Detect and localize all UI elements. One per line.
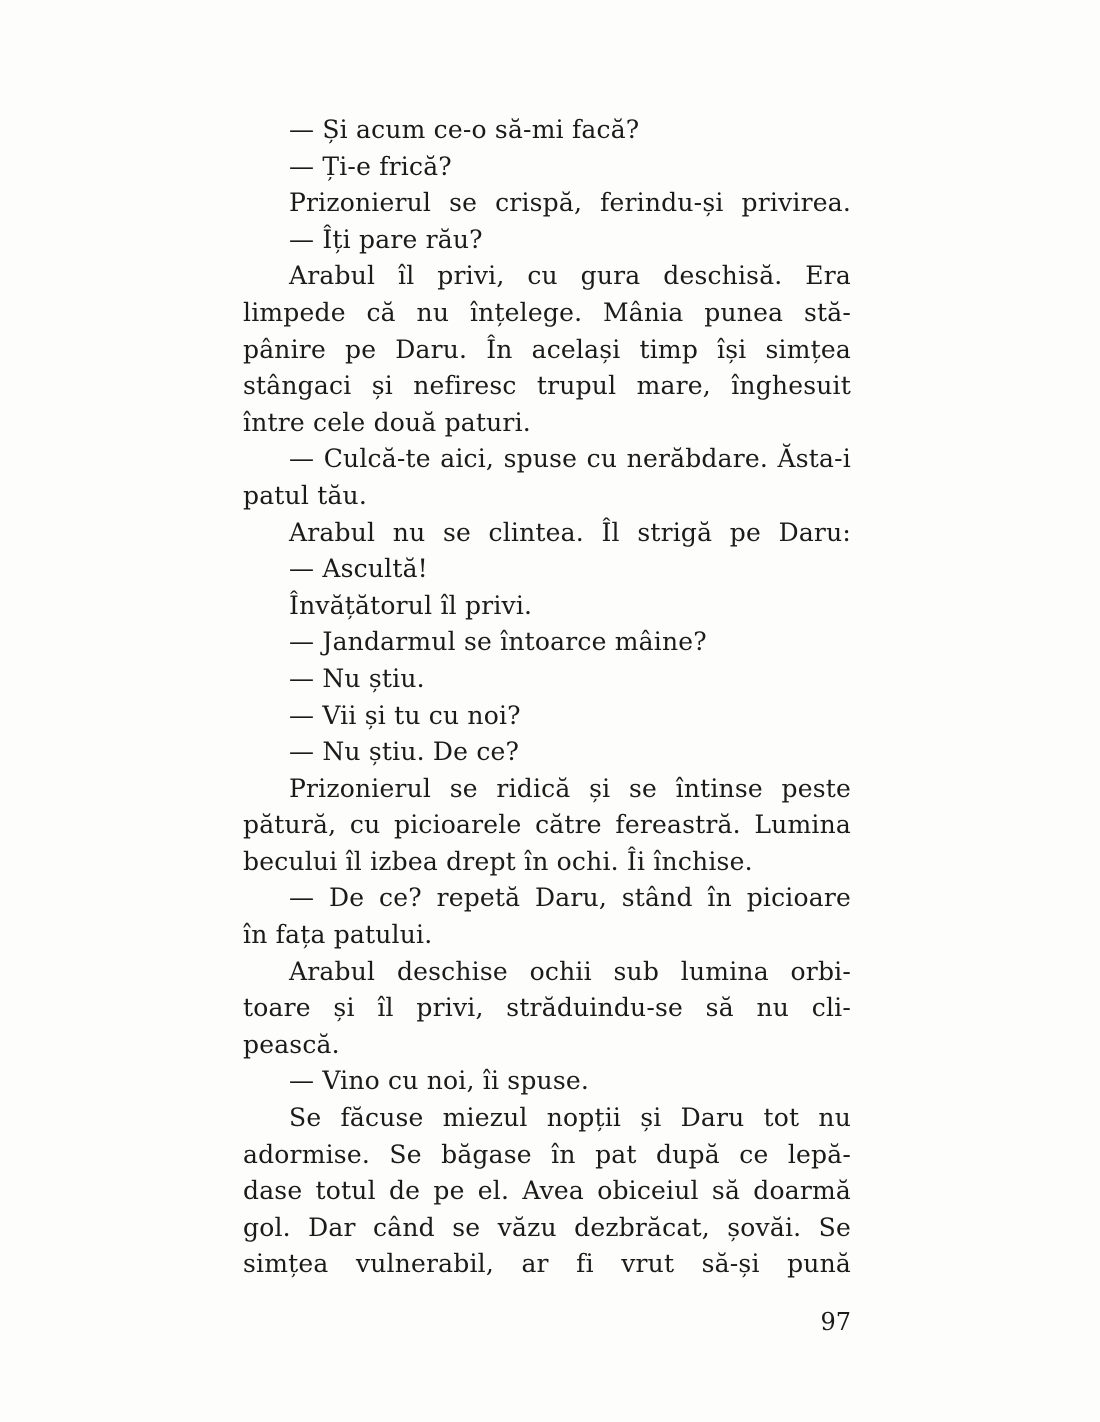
text-line: simțea vulnerabil, ar fi vrut să-și pună: [243, 1249, 851, 1279]
text-line: — Și acum ce-o să-mi facă?: [289, 115, 640, 144]
text-line: becului îl izbea drept în ochi. Îi închise.: [243, 846, 753, 876]
text-line: — Jandarmul se întoarce mâine?: [289, 627, 707, 657]
text-line: pătură, cu picioarele către fereastră. Lumina: [243, 810, 851, 840]
text-line: dase totul de pe el. Avea obiceiul să doarmă: [243, 1176, 851, 1206]
text-line: toare și îl privi, străduindu-se să nu cli-: [243, 993, 851, 1023]
text-line: în fața patului.: [243, 920, 433, 950]
text-line: — Nu știu.: [289, 663, 425, 693]
text-line: — Ascultă!: [289, 554, 428, 584]
text-line: între cele două paturi.: [243, 407, 531, 437]
text-line: gol. Dar când se văzu dezbrăcat, șovăi. Se: [243, 1212, 851, 1242]
text-line: Prizonierul se ridică și se întinse peste: [289, 773, 851, 803]
text-line: Arabul deschise ochii sub lumina orbi-: [289, 956, 851, 986]
text-line: pească.: [243, 1029, 340, 1059]
page-number: 97: [820, 1308, 851, 1336]
text-line: patul tău.: [243, 480, 367, 510]
text-line: — Culcă-te aici, spuse cu nerăbdare. Ăsta-i: [289, 444, 851, 474]
text-line: — Vii și tu cu noi?: [289, 700, 521, 730]
text-line: Arabul nu se clintea. Îl strigă pe Daru:: [289, 517, 851, 547]
text-line: stângaci și nefiresc trupul mare, înghesuit: [243, 371, 851, 401]
text-line: adormise. Se băgase în pat după ce lepă-: [243, 1139, 851, 1169]
text-line: Prizonierul se crispă, ferindu-și privirea.: [289, 188, 851, 218]
text-line: — Nu știu. De ce?: [289, 737, 520, 767]
text-line: Arabul îl privi, cu gura deschisă. Era: [289, 261, 851, 291]
text-line: pânire pe Daru. În același timp își simțea: [243, 334, 851, 364]
text-line: limpede că nu înțelege. Mânia punea stă-: [243, 297, 851, 327]
text-line: Se făcuse miezul nopții și Daru tot nu: [289, 1103, 851, 1133]
text-line: — Vino cu noi, îi spuse.: [289, 1066, 589, 1096]
text-line: — Îți pare rău?: [289, 224, 483, 254]
text-line: — Ți-e frică?: [289, 151, 452, 181]
page-text: [243, 112, 851, 1283]
text-line: Învățătorul îl privi.: [289, 590, 533, 620]
text-line: — De ce? repetă Daru, stând în picioare: [289, 883, 851, 913]
